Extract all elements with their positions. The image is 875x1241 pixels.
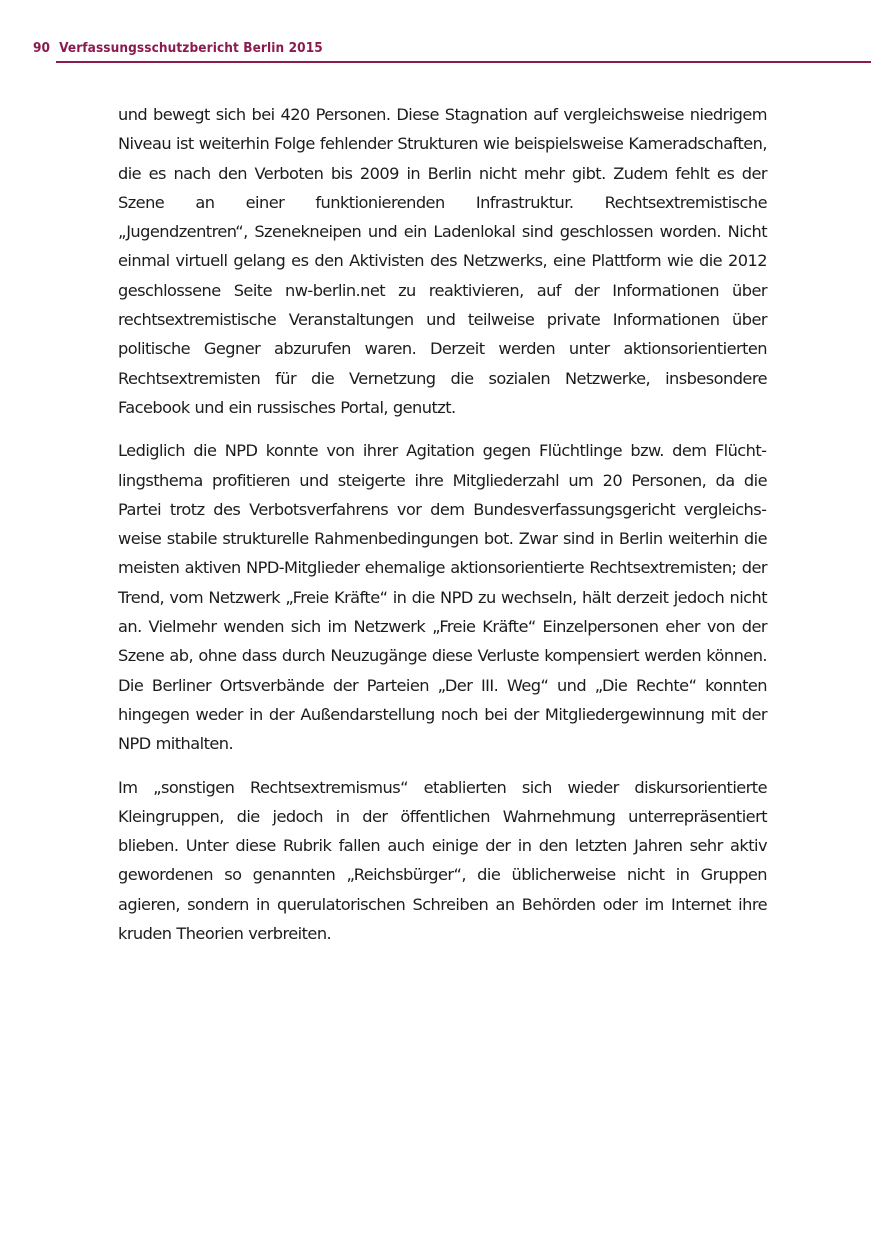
paragraph: und bewegt sich bei 420 Personen. Diese Stagnation auf vergleichsweise niedrigem Niveau ist weiterhin Folge fehlender Strukturen wie beispielsweise Kameradschaften, die es nach den Verboten bis 2009 in Berlin nicht mehr gibt. Zudem fehlt es der Szene an einer funktionierenden Infrastruktur. Rechtsextremistische „Jugendzentren“, Szenekneipen und ein Ladenlokal sind geschlossen worden. Nicht einmal virtuell gelang es den Aktivisten des Netzwerks, eine Plattform wie die 2012 geschlossene Seite nw-berlin.net zu reaktivieren, auf der Informationen über rechtsextremistische Veranstaltungen und teilweise private Informationen über politische Gegner abzurufen waren. Derzeit werden unter aktionsorientierten Rechtsextremisten für die Vernetzung die sozialen Netzwerke, insbesondere Facebook und ein russisches Portal, genutzt.: [118, 105, 767, 417]
running-header: [33, 39, 871, 65]
page-number: 90: [33, 40, 51, 56]
header-text: [33, 39, 323, 57]
body-text: [118, 100, 767, 962]
document-title: Verfassungsschutzbericht Berlin 2015: [59, 40, 323, 56]
paragraph: Lediglich die NPD konnte von ihrer Agitation gegen Flüchtlinge bzw. dem Flüchtlingsthema profitieren und steigerte ihre Mitgliederzahl um 20 Personen, da die Partei trotz des Verbotsverfahrens vor dem Bundesverfassungsgericht vergleichsweise stabile strukturelle Rahmenbedingungen bot. Zwar sind in Berlin weiterhin die meisten aktiven NPD-Mitglieder ehemalige aktionsorientierte Rechtsextremisten; der Trend, vom Netzwerk „Freie Kräfte“ in die NPD zu wechseln, hält derzeit jedoch nicht an. Vielmehr wenden sich im Netzwerk „Freie Kräfte“ Einzelpersonen eher von der Szene ab, ohne dass durch Neuzugänge diese Verluste kompensiert werden können. Die Berliner Ortsverbände der Parteien „Der III. Weg“ und „Die Rechte“ konnten hingegen weder in der Außendarstellung noch bei der Mitgliedergewinnung mit der NPD mithalten.: [118, 441, 767, 754]
header-divider: [56, 61, 871, 63]
paragraph: Im „sonstigen Rechtsextremismus“ etablierten sich wieder diskursorientierte Kleingruppen, die jedoch in der öffentlichen Wahrnehmung unterrepräsentiert blieben. Unter diese Rubrik fallen auch einige der in den letzten Jahren sehr aktiv gewordenen so genannten „Reichsbürger“, die üblicherweise nicht in Gruppen agieren, sondern in querulatorischen Schreiben an Behörden oder im Internet ihre kruden Theorien verbreiten.: [118, 777, 767, 944]
